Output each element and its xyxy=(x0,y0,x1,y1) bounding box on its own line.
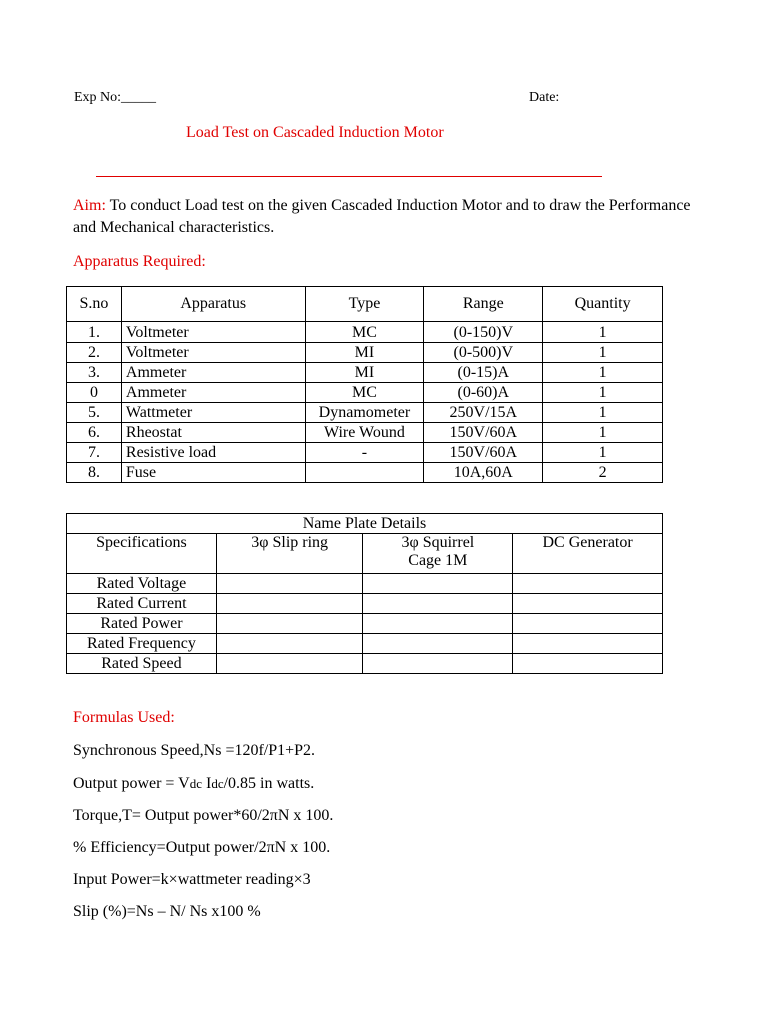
nameplate-table xyxy=(66,513,663,674)
empty-value-cell xyxy=(216,594,363,614)
type-cell xyxy=(305,463,424,483)
empty-value-cell xyxy=(513,634,663,654)
apparatus-cell: Voltmeter xyxy=(121,322,305,343)
aim-paragraph xyxy=(73,195,703,239)
quantity-cell: 2 xyxy=(543,463,663,483)
date-label: Date: xyxy=(529,90,560,105)
specification-cell: Rated Current xyxy=(67,594,217,614)
serial-cell: 2. xyxy=(67,343,122,363)
empty-value-cell xyxy=(363,634,513,654)
column-header: S.no xyxy=(67,287,122,322)
formula-efficiency: % Efficiency=Output power/2πN x 100. xyxy=(73,839,331,856)
apparatus-cell: Ammeter xyxy=(121,383,305,403)
formula-sync-speed: Synchronous Speed,Ns =120f/P1+P2. xyxy=(73,742,316,759)
quantity-cell: 1 xyxy=(543,423,663,443)
empty-value-cell xyxy=(513,614,663,634)
formula-input-power: Input Power=k×wattmeter reading×3 xyxy=(73,871,311,888)
quantity-cell: 1 xyxy=(543,443,663,463)
empty-value-cell xyxy=(513,574,663,594)
exp-no-label: Exp No:_____ xyxy=(74,90,157,105)
table-row xyxy=(67,574,663,594)
empty-value-cell xyxy=(363,614,513,634)
quantity-cell: 1 xyxy=(543,363,663,383)
serial-cell: 0 xyxy=(67,383,122,403)
serial-cell: 7. xyxy=(67,443,122,463)
type-cell: MI xyxy=(305,343,424,363)
column-header: Quantity xyxy=(543,287,663,322)
quantity-cell: 1 xyxy=(543,343,663,363)
type-cell: MI xyxy=(305,363,424,383)
apparatus-cell: Fuse xyxy=(121,463,305,483)
table-row xyxy=(67,423,663,443)
apparatus-cell: Resistive load xyxy=(121,443,305,463)
range-cell: (0-500)V xyxy=(424,343,543,363)
apparatus-heading: Apparatus Required: xyxy=(73,253,206,270)
range-cell: 10A,60A xyxy=(424,463,543,483)
type-cell: Dynamometer xyxy=(305,403,424,423)
aim-label: Aim: xyxy=(73,197,106,214)
quantity-cell: 1 xyxy=(543,403,663,423)
table-row xyxy=(67,363,663,383)
apparatus-cell: Rheostat xyxy=(121,423,305,443)
apparatus-cell: Ammeter xyxy=(121,363,305,383)
table-row xyxy=(67,383,663,403)
serial-cell: 8. xyxy=(67,463,122,483)
type-cell: MC xyxy=(305,322,424,343)
empty-value-cell xyxy=(363,574,513,594)
table-row xyxy=(67,634,663,654)
formula-text: /0.85 in watts. xyxy=(223,775,315,792)
formula-text: I xyxy=(202,775,212,792)
empty-value-cell xyxy=(216,654,363,674)
formula-output-power xyxy=(73,775,314,793)
column-header-line: Cage 1M xyxy=(408,552,468,569)
range-cell: 150V/60A xyxy=(424,423,543,443)
formula-subscript: dc xyxy=(189,776,202,791)
range-cell: (0-150)V xyxy=(424,322,543,343)
empty-value-cell xyxy=(216,614,363,634)
serial-cell: 6. xyxy=(67,423,122,443)
table-row xyxy=(67,614,663,634)
specification-cell: Rated Power xyxy=(67,614,217,634)
empty-value-cell xyxy=(363,594,513,614)
table-row xyxy=(67,463,663,483)
empty-value-cell xyxy=(216,574,363,594)
formulas-heading: Formulas Used: xyxy=(73,709,175,726)
nameplate-title-row xyxy=(67,514,663,534)
serial-cell: 3. xyxy=(67,363,122,383)
serial-cell: 1. xyxy=(67,322,122,343)
specification-cell: Rated Voltage xyxy=(67,574,217,594)
formula-slip: Slip (%)=Ns – N/ Ns x100 % xyxy=(73,903,261,920)
nameplate-table-body xyxy=(67,514,663,674)
range-cell: (0-60)A xyxy=(424,383,543,403)
table-row xyxy=(67,594,663,614)
range-cell: 150V/60A xyxy=(424,443,543,463)
column-header: Type xyxy=(305,287,424,322)
nameplate-header-row xyxy=(67,534,663,574)
title-underline-divider xyxy=(96,176,602,177)
table-row xyxy=(67,322,663,343)
nameplate-title: Name Plate Details xyxy=(67,514,663,534)
type-cell: MC xyxy=(305,383,424,403)
quantity-cell: 1 xyxy=(543,322,663,343)
type-cell: Wire Wound xyxy=(305,423,424,443)
specification-cell: Rated Speed xyxy=(67,654,217,674)
formula-torque: Torque,T= Output power*60/2πN x 100. xyxy=(73,807,334,824)
quantity-cell: 1 xyxy=(543,383,663,403)
table-row xyxy=(67,654,663,674)
apparatus-header-row xyxy=(67,287,663,322)
table-row xyxy=(67,403,663,423)
table-row xyxy=(67,443,663,463)
range-cell: 250V/15A xyxy=(424,403,543,423)
range-cell: (0-15)A xyxy=(424,363,543,383)
aim-text: To conduct Load test on the given Cascaded Induction Motor and to draw the Performance and Mechanical characteristics. xyxy=(73,197,691,236)
document-title: Load Test on Cascaded Induction Motor xyxy=(186,124,444,141)
apparatus-table-body xyxy=(67,322,663,483)
serial-cell: 5. xyxy=(67,403,122,423)
empty-value-cell xyxy=(216,634,363,654)
column-header: 3φ Slip ring xyxy=(216,534,363,574)
column-header: Range xyxy=(424,287,543,322)
column-header-line: 3φ Squirrel xyxy=(401,534,475,551)
column-header: Apparatus xyxy=(121,287,305,322)
empty-value-cell xyxy=(513,654,663,674)
formula-text: Output power = V xyxy=(73,775,190,792)
apparatus-cell: Wattmeter xyxy=(121,403,305,423)
formula-subscript: dc xyxy=(211,776,224,791)
apparatus-table xyxy=(66,286,663,483)
empty-value-cell xyxy=(513,594,663,614)
column-header: DC Generator xyxy=(513,534,663,574)
empty-value-cell xyxy=(363,654,513,674)
table-row xyxy=(67,343,663,363)
specification-cell: Rated Frequency xyxy=(67,634,217,654)
column-header xyxy=(363,534,513,574)
column-header: Specifications xyxy=(67,534,217,574)
apparatus-cell: Voltmeter xyxy=(121,343,305,363)
type-cell: - xyxy=(305,443,424,463)
